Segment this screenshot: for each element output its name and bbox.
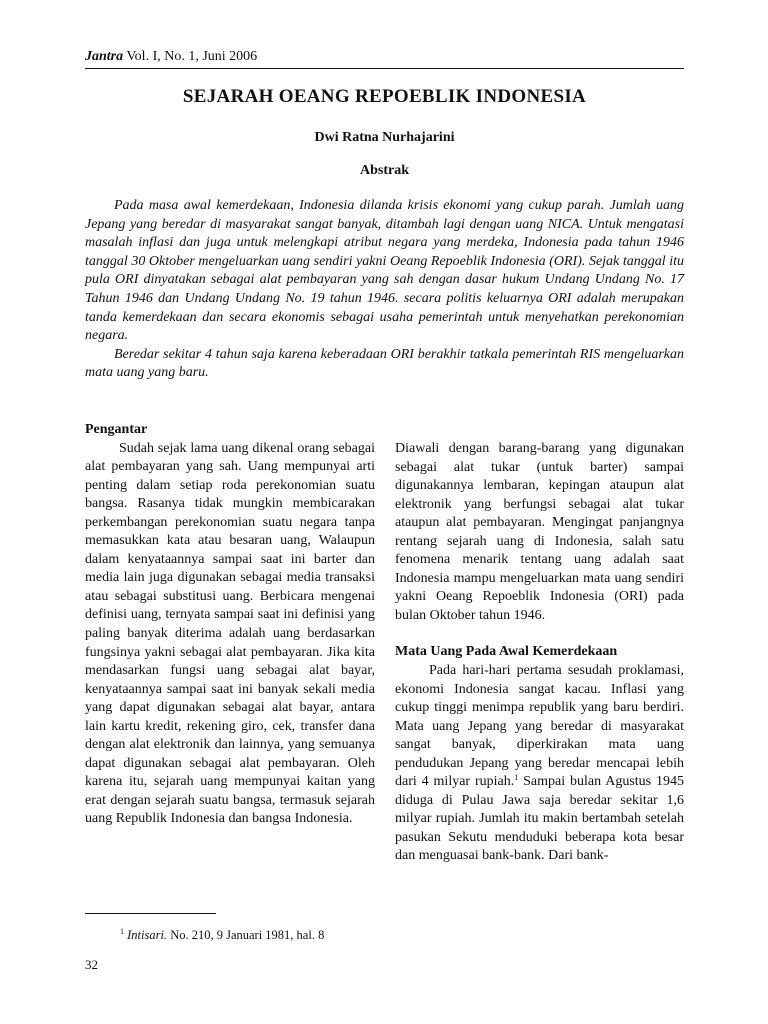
footnote-rule bbox=[85, 913, 216, 914]
left-column bbox=[85, 421, 375, 829]
header-rule bbox=[85, 68, 684, 69]
paragraph-text: Sampai bulan Agustus 1945 diduga di Pulau Jawa saja beredar sekitar 1,6 milyar rupiah. Jumlah itu makin bertambah setelah pasukan Sekutu menduduki beberapa kota besar dan menguasai bank-bank. Dari bank- bbox=[395, 774, 684, 864]
footnote-source: Intisari. bbox=[127, 928, 168, 942]
footnote-reference: 1 bbox=[514, 773, 519, 783]
article-title: SEJARAH OEANG REPOEBLIK INDONESIA bbox=[182, 86, 587, 107]
abstract-paragraph: Pada masa awal kemerdekaan, Indonesia dilanda krisis ekonomi yang cukup parah. Jumlah uang Jepang yang beredar di masyarakat sangat banyak, ditambah lagi dengan uang NICA. Untuk mengatasi masalah inflasi dan juga untuk melengkapi atribut negara yang merdeka, Indonesia pada tahun 1946 tanggal 30 Oktober mengeluarkan uang sendiri yakni Oeang Repoeblik Indonesia (ORI). Sejak tanggal itu pula ORI dinyatakan sebagai alat pembayaran yang sah dengan dasar hukum Undang Undang No. 17 Tahun 1946 dan Undang Undang No. 19 tahun 1946. secara politis keluarnya ORI adalah merupakan tanda kemerdekaan dan secara ekonomis sebagai usaha pemerintah untuk menyehatkan perekonomian negara. bbox=[85, 198, 684, 344]
abstract-paragraph: Beredar sekitar 4 tahun saja karena keberadaan ORI berakhir tatkala pemerintah RIS mengeluarkan mata uang yang baru. bbox=[85, 346, 684, 381]
article-author: Dwi Ratna Nurhajarini bbox=[314, 130, 455, 145]
body-paragraph: Sudah sejak lama uang dikenal orang sebagai alat pembayaran yang sah. Uang mempunyai arti penting dalam setiap roda perekonomian suatu bangsa. Rasanya tidak mungkin membicarakan perkembangan perekonomian suatu negara tanpa memasukkan kata atau besaran uang, Walaupun dalam kenyataannya sampai saat ini barter dan media lain juga digunakan sebagai media transaksi atau sebagai substitusi uang. Berbicara mengenai definisi uang, ternyata sampai saat ini definisi yang paling banyak diterima adalah uang berdasarkan fungsinya yakni sebagai alat pembayaran. Jika kita mendasarkan fungsi uang sebagai alat bayar, kenyataannya sampai saat ini banyak sekali media yang dapat digunakan sebagai alat bayar, antara lain kartu kredit, rekening giro, cek, transfer dana dengan alat elektronik dan lainnya, yang semuanya dapat digunakan sebagai alat pembayaran. Oleh karena itu, sejarah uang mempunyai kaitan yang erat dengan sejarah suatu bangsa, termasuk sejarah uang Republik Indonesia dan bangsa Indonesia. bbox=[85, 440, 375, 827]
section-heading-pengantar: Pengantar bbox=[85, 422, 148, 437]
journal-issue: Vol. I, No. 1, Juni 2006 bbox=[126, 49, 258, 64]
abstract-heading: Abstrak bbox=[359, 163, 409, 178]
right-column bbox=[395, 440, 684, 866]
footnote-mark: 1 bbox=[120, 927, 124, 936]
running-header bbox=[85, 48, 257, 66]
body-paragraph bbox=[395, 662, 684, 866]
journal-name: Jantra bbox=[85, 49, 124, 64]
paragraph-text: Pada hari-hari pertama sesudah proklamasi, ekonomi Indonesia sangat kacau. Inflasi yang cukup tinggi menimpa republik yang baru berdiri. Mata uang Jepang yang beredar di masyarakat sangat banyak, diperkirakan mata uang pendudukan Jepang yang beredar mencapai lebih dari 4 milyar rupiah. bbox=[395, 663, 684, 790]
footnote bbox=[120, 927, 324, 943]
section-heading-mata-uang: Mata Uang Pada Awal Kemerdekaan bbox=[395, 644, 618, 660]
abstract-body bbox=[85, 197, 684, 383]
body-paragraph: Diawali dengan barang-barang yang digunakan sebagai alat tukar (untuk barter) sampai digunakannya lembaran, kepingan ataupun alat elektronik yang berfungsi sebagai alat tukar ataupun alat pembayaran. Mengingat panjangnya rentang sejarah uang di Indonesia, salah satu fenomena menarik tentang uang adalah saat Indonesia mampu mengeluarkan mata uang sendiri yakni Oeang Repoeblik Indonesia (ORI) pada bulan Oktober tahun 1946. bbox=[395, 441, 684, 623]
page-number: 32 bbox=[85, 957, 98, 972]
footnote-detail: No. 210, 9 Januari 1981, hal. 8 bbox=[167, 928, 325, 942]
